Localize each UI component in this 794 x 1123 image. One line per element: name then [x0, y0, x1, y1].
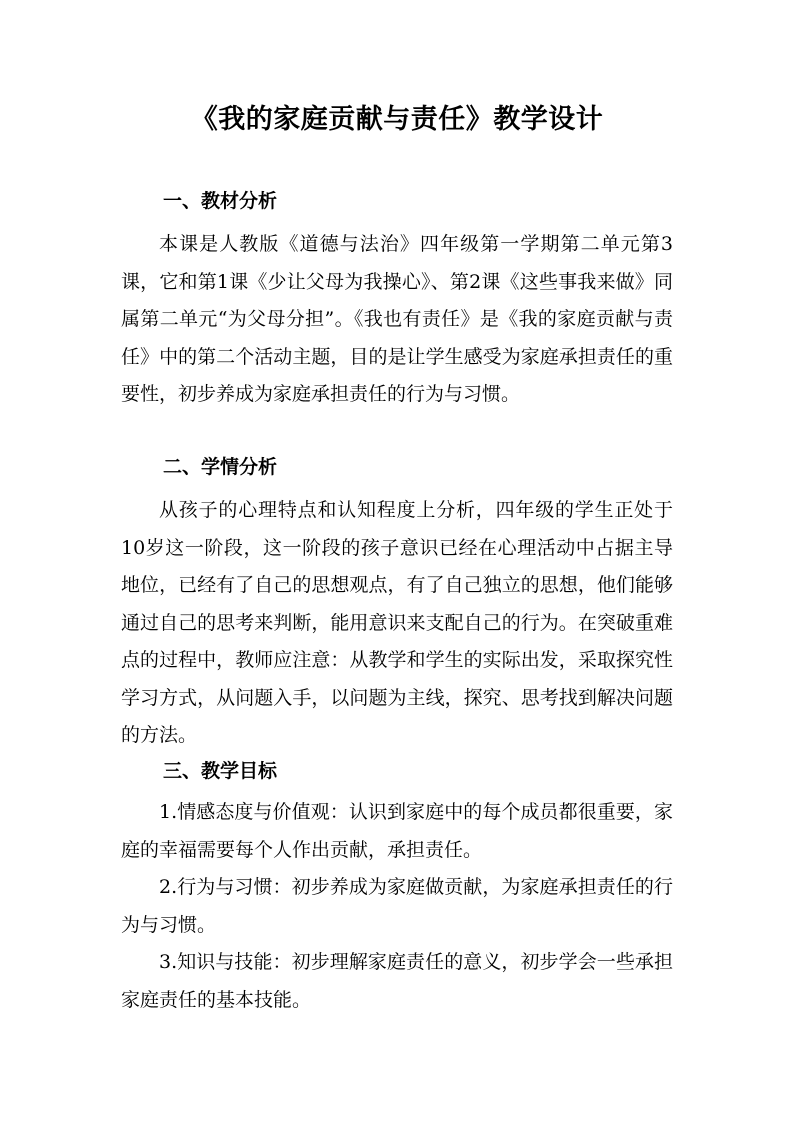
section-heading-textbook-analysis: 一、教材分析 [163, 190, 278, 212]
paragraph-goal-2: 2.行为与习惯：初步养成为家庭做贡献，为家庭承担责任的行为与习惯。 [121, 876, 673, 936]
paragraph-goal-1: 1.情感态度与价值观：认识到家庭中的每个成员都很重要，家庭的幸福需要每个人作出贡献，承担责任。 [121, 801, 673, 861]
paragraph-textbook-analysis: 本课是人教版《道德与法治》四年级第一学期第二单元第3课，它和第1课《少让父母为我操心》、第2课《这些事我来做》同属第二单元“为父母分担”。《我也有责任》是《我的家庭贡献与责任》中的第二个活动主题，目的是让学生感受为家庭承担责任的重要性，初步养成为家庭承担责任的行为与习惯。 [121, 233, 673, 405]
paragraph-student-analysis: 从孩子的心理特点和认知程度上分析，四年级的学生正处于10岁这一阶段，这一阶段的孩子意识已经在心理活动中占据主导地位，已经有了自己的思想观点，有了自己独立的思想，他们能够通过自己的思考来判断，能用意识来支配自己的行为。在突破重难点的过程中，教师应注意：从教学和学生的实际出发，采取探究性学习方式，从问题入手，以问题为主线，探究、思考找到解决问题的方法。 [121, 499, 673, 746]
section-heading-teaching-goals: 三、教学目标 [163, 760, 278, 782]
section-heading-student-analysis: 二、学情分析 [163, 456, 278, 478]
paragraph-goal-3: 3.知识与技能：初步理解家庭责任的意义，初步学会一些承担家庭责任的基本技能。 [121, 951, 673, 1011]
document-title: 《我的家庭贡献与责任》教学设计 [190, 104, 604, 135]
